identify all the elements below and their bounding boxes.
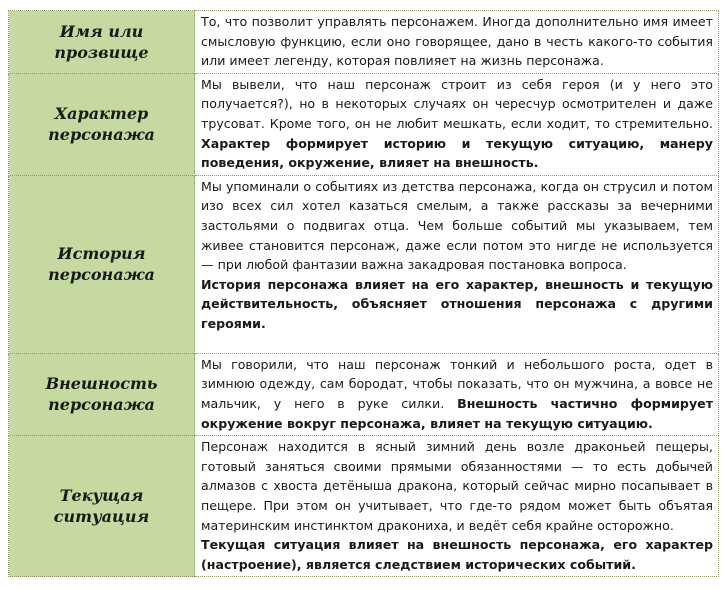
description-bold-text: Текущая ситуация влияет на внешность персонажа, его характер (настроение), является следствием исторических событий. <box>201 537 713 572</box>
table-row <box>9 353 719 435</box>
description-bold-text: История персонажа влияет на его характер, внешность и текущую действительность, объясняет отношения персонажа с другими героями. <box>201 276 713 331</box>
row-description <box>195 175 719 353</box>
character-table <box>8 10 719 577</box>
row-label-current-situation: Текущая ситуация <box>9 436 195 577</box>
row-label-appearance: Внешность персонажа <box>9 353 195 435</box>
description-text: Мы вывели, что наш персонаж строит из себя героя (и у него это получается?), но в некоторых случаях он чересчур осмотрителен и даже трусоват. Кроме того, он не любит мешкать, если ходит, то стремительно. <box>201 76 713 131</box>
table-row <box>9 11 719 74</box>
row-label-character: Характер персонажа <box>9 73 195 175</box>
table-row <box>9 175 719 353</box>
description-text: Мы говорили, что наш персонаж тонкий и небольшого роста, одет в зимнюю одежду, сам бородат, чтобы показать, что он мужчина, а вовсе не мальчик, у него в руке силки. <box>201 356 713 411</box>
row-description <box>195 11 719 74</box>
description-bold-text: Характер формирует историю и текущую ситуацию, манеру поведения, окружение, влияет на внешность. <box>201 135 713 171</box>
table-row <box>9 73 719 175</box>
description-text: Персонаж находится в ясный зимний день возле драконьей пещеры, готовый заняться своими прямыми обязанностями — то есть добычей алмазов с хвоста детёныша дракона, который сейчас мирно посапывает в пещере. При этом он учитывает, что где-то рядом может быть объятая материнским инстинктом дракониха, и ведёт себя крайне осторожно. <box>201 439 713 533</box>
row-description <box>195 73 719 175</box>
description-bold-text: Внешность частично формирует окружение вокруг персонажа, влияет на текущую ситуацию. <box>201 395 713 431</box>
row-description <box>195 436 719 577</box>
table-row <box>9 436 719 577</box>
row-label-name: Имя или прозвище <box>9 11 195 74</box>
description-text: То, что позволит управлять персонажем. Иногда дополнительно имя имеет смысловую функцию, если оно говорящее, дано в честь какого-то события или имеет легенду, которая повлияет на жизнь персонажа. <box>201 14 713 69</box>
row-description <box>195 353 719 435</box>
description-text: Мы упоминали о событиях из детства персонажа, когда он струсил и потом изо всех сил хотел казаться смелым, а также рассказы за вечерними застольями о подвигах отца. Чем больше событий мы указываем, тем живее становится персонаж, даже если потом это нигде не используется — при любой фантазии важна закадровая постановка вопроса. <box>201 178 713 273</box>
character-table-container <box>8 10 719 577</box>
row-label-history: История персонажа <box>9 175 195 353</box>
